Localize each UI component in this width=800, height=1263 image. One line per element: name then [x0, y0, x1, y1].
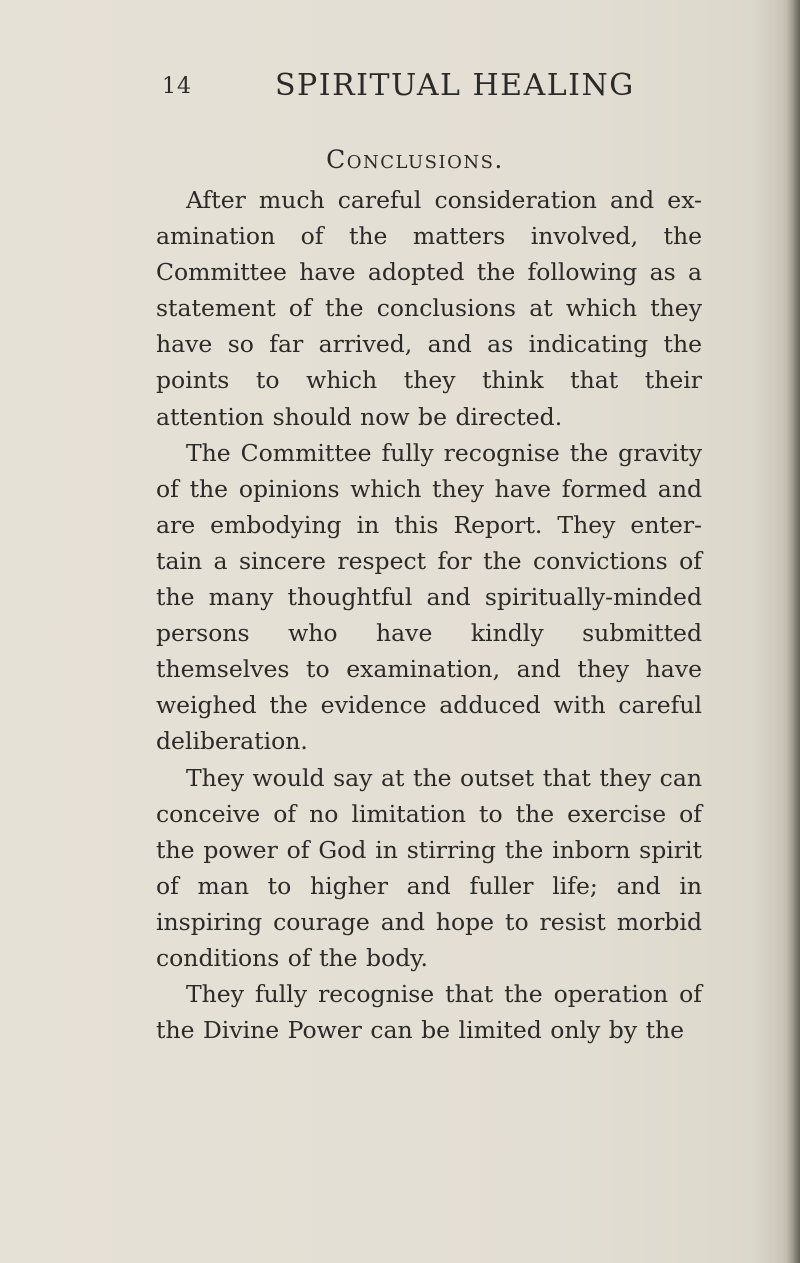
- page-number: 14: [162, 74, 192, 99]
- paragraph: After much careful consideration and ex-amination of the matters involved, the Committee have adopted the following as a statement of the conclusions at which they have so far arrived, and as indicating the points to which they think that their attention should now be directed.: [156, 186, 702, 431]
- running-title: SPIRITUAL HEALING: [275, 68, 635, 103]
- section-heading: Conclusions.: [326, 145, 504, 174]
- paragraph: The Committee fully recognise the gravity of the opinions which they have formed and are embodying in this Report. They enter-tain a sincere respect for the convictions of the many thoughtful and spiritually-minded persons who have kindly submitted themselves to examination, and they have weighed the evidence adduced with careful deliberation.: [156, 438, 702, 756]
- running-head: [0, 68, 800, 112]
- paragraph: They fully recognise that the operation of the Divine Power can be limited only by the: [156, 980, 702, 1045]
- paragraph: They would say at the outset that they can conceive of no limitation to the exercise of the power of God in stirring the inborn spirit of man to higher and fuller life; and in inspiring courage and hope to resist morbid conditions of the body.: [156, 763, 702, 972]
- body-text: [156, 182, 702, 1048]
- page-edge-shadow: [786, 0, 800, 1263]
